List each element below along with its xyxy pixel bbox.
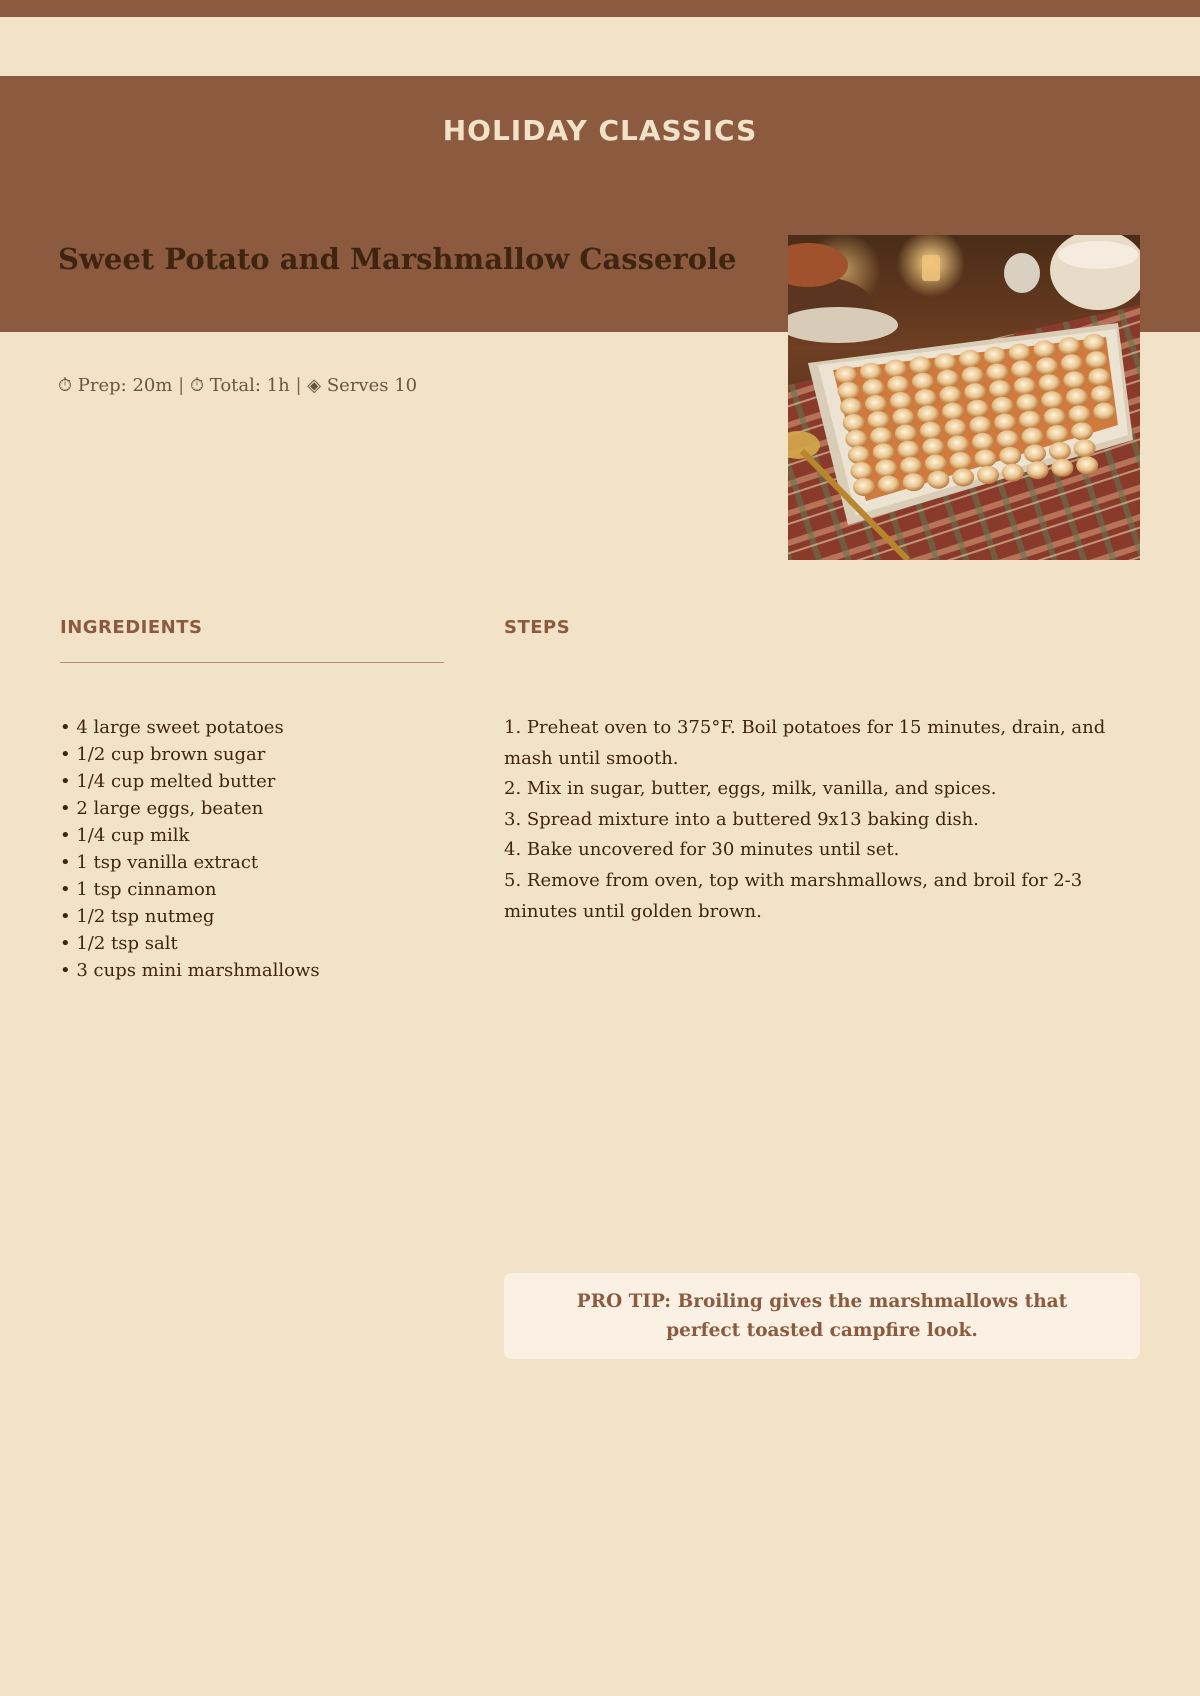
recipe-title: Sweet Potato and Marshmallow Casserole [58,242,737,276]
ingredient-item: • 1 tsp cinnamon [60,876,320,903]
step-item: 1. Preheat oven to 375°F. Boil potatoes for 15 minutes, drain, and mash until smooth. [504,717,1106,769]
pro-tip-text: PRO TIP: Broiling gives the marshmallows that perfect toasted campfire look. [576,1291,1068,1341]
recipe-meta [58,375,417,396]
ingredient-item: • 2 large eggs, beaten [60,795,320,822]
ingredient-item: • 3 cups mini marshmallows [60,957,320,984]
steps-list [504,713,1124,927]
ingredient-item: • 1/2 cup brown sugar [60,741,320,768]
step-item: 4. Bake uncovered for 30 minutes until set. [504,839,900,861]
ingredient-item: • 1/4 cup melted butter [60,768,320,795]
meta-separator: | [178,375,185,396]
ingredient-item: • 1 tsp vanilla extract [60,849,320,876]
ingredients-divider [60,662,444,663]
ingredient-item: • 1/2 tsp salt [60,930,320,957]
pro-tip-box [504,1273,1140,1359]
ingredients-list [60,714,320,984]
steps-heading: STEPS [504,617,571,638]
ingredient-item: • 4 large sweet potatoes [60,714,320,741]
category-label: HOLIDAY CLASSICS [442,114,758,147]
step-item: 3. Spread mixture into a buttered 9x13 baking dish. [504,808,979,830]
servings: ◈ Serves 10 [307,375,418,396]
total-time: ⏱ Total: 1h [189,375,290,396]
ingredients-heading: INGREDIENTS [60,617,203,638]
step-item: 2. Mix in sugar, butter, eggs, milk, vanilla, and spices. [504,778,997,800]
top-accent-strip [0,0,1200,17]
casserole-photo [788,235,1140,560]
step-item: 5. Remove from oven, top with marshmallows, and broil for 2-3 minutes until golden brown. [504,869,1083,922]
meta-separator: | [295,375,302,396]
ingredient-item: • 1/2 tsp nutmeg [60,903,320,930]
ingredient-item: • 1/4 cup milk [60,822,320,849]
prep-time: ⏱ Prep: 20m [58,375,173,396]
